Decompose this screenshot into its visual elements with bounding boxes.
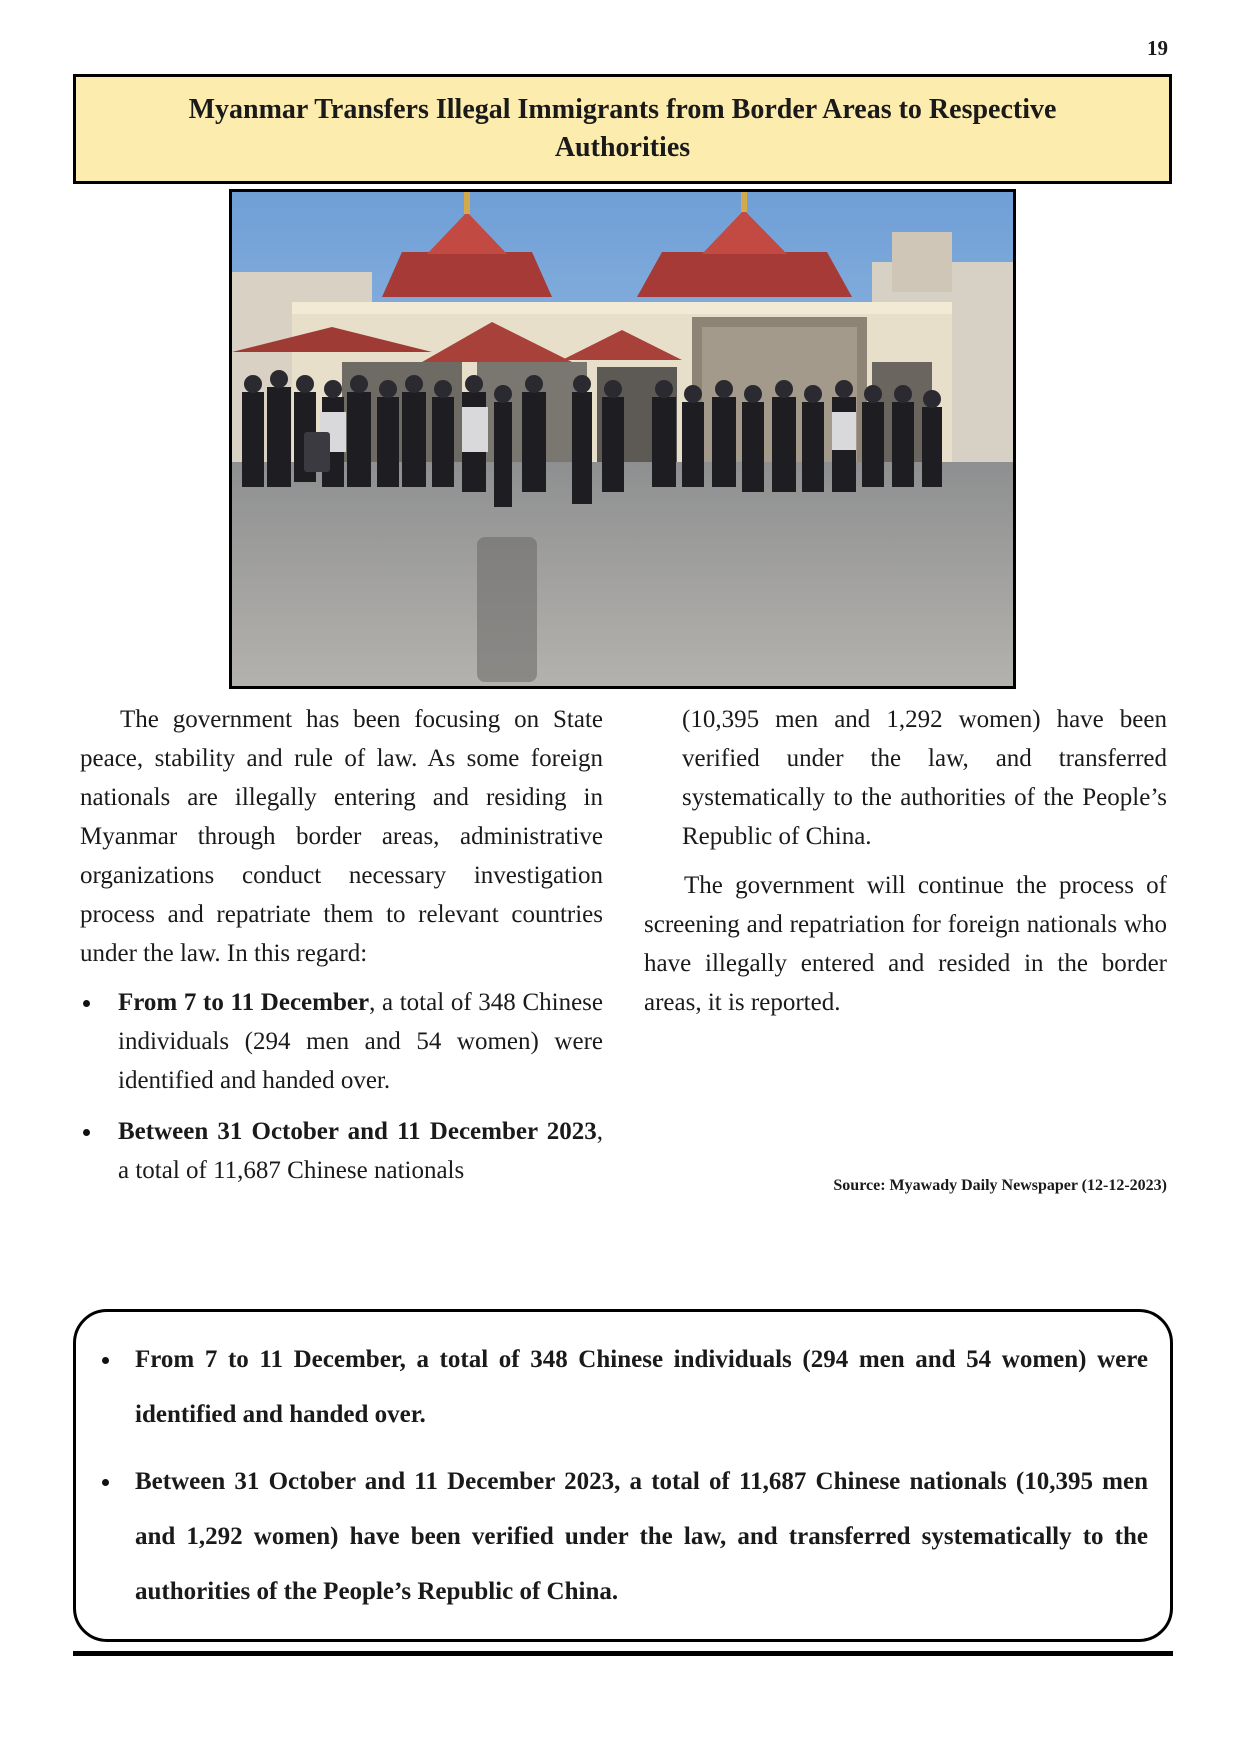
intro-paragraph: The government has been focusing on State peace, stability and rule of law. As some foreign nationals are illegally entering and residing in Myanmar through border areas, administrative organizations conduct necessary investigation process and repatriate them to relevant countries under the law. In this regard: bbox=[80, 706, 603, 967]
summary-list bbox=[98, 1332, 1148, 1619]
summary-box bbox=[73, 1309, 1173, 1642]
bottom-divider bbox=[73, 1651, 1173, 1656]
bullet-text: , a total of 348 Chinese individuals (294 men and 54 women) were identified and handed over. bbox=[118, 989, 603, 1094]
bullet-text: , a total of 11,687 Chinese nationals bbox=[118, 1118, 603, 1184]
title-box bbox=[73, 74, 1172, 184]
source-credit: Source: Myawady Daily Newspaper (12-12-2023) bbox=[833, 1177, 1167, 1194]
article-left-column bbox=[80, 700, 603, 1202]
summary-item: Between 31 October and 11 December 2023, a total of 11,687 Chinese nationals (10,395 men and 1,292 women) have been verified under the law, and transferred systematically to the authorities of the People’s Republic of China. bbox=[98, 1454, 1148, 1619]
news-photo bbox=[229, 189, 1016, 689]
page-number: 19 bbox=[1147, 36, 1168, 60]
bullet-date: From 7 to 11 December bbox=[118, 989, 370, 1016]
article-right-column bbox=[644, 700, 1167, 1022]
article-bullet-list bbox=[80, 983, 603, 1190]
article-bullet bbox=[80, 983, 603, 1100]
article-bullet bbox=[80, 1112, 603, 1190]
bullet-continuation: (10,395 men and 1,292 women) have been verified under the law, and transferred systematically to the authorities of the People’s Republic of China. bbox=[682, 706, 1167, 850]
closing-paragraph: The government will continue the process of screening and repatriation for foreign nationals who have illegally entered and resided in the border areas, it is reported. bbox=[644, 872, 1167, 1016]
summary-item: From 7 to 11 December, a total of 348 Chinese individuals (294 men and 54 women) were identified and handed over. bbox=[98, 1332, 1148, 1442]
border-gate-photo bbox=[232, 192, 1013, 686]
bullet-date: Between 31 October and 11 December 2023 bbox=[118, 1118, 597, 1145]
page-title: Myanmar Transfers Illegal Immigrants from Border Areas to Respective Authorities bbox=[188, 94, 1057, 163]
